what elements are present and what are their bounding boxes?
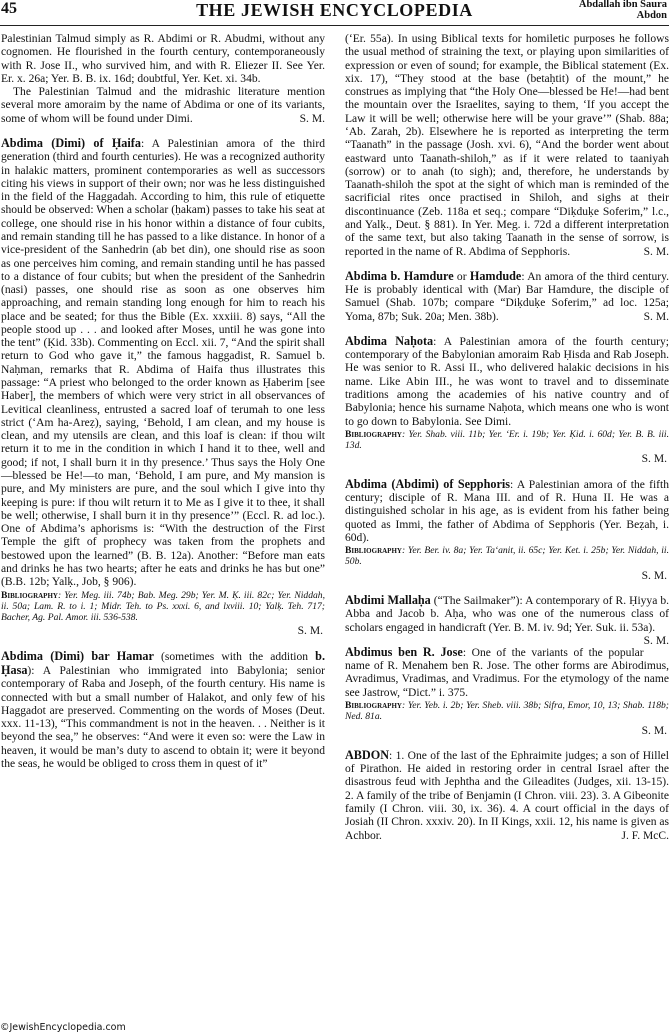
- entry-body: : A Palestinian amora of the third generation (third and fourth centuries). He was a recognized authority in halakic matters, prominent contemporaries as well as successors citing his views in support of their own; nor was he less distinguished in the field of the Haggadah. According to him, this rule of etiquette should be observed: When a scholar (ḥakam) passes to take his seat at college, one should rise in his honor within a distance of four cubits, and remain standing till he has passed to a like distance. In honor of a vice-president of the Sanhedrin (ab bet din), one should rise as soon as one perceives him coming, and remain standing until he has passed to a distance of four cubits; but when the president of the Sanhedrin (nasi) passes, one should rise as soon as one observes him approaching, and remain standing long enough for him to reach his place and be seated; for thus the Bible (Ex. xxxiii. 8) says, “All the people stood up . . . and looked after Moses, until he was gone into the tent” (Ḳid. 33b). Commenting on Eccl. xii. 7, “And the spirit shall return to God who gave it,” the famous haggadist, R. Samuel b. Naḥman, remarks that R. Abdima of Haifa thus illustrates this passage: “A priest who belonged to the order known as Ḥaberim [see Haber], the members of which were very strict in all observances of Levitical cleanliness, entrusted a sacred loaf of terumah to one less strict (‘Am ha-Areẓ), saying, ‘Behold, I am clean, and my house is clean, and my utensils are clean, and this loaf is clean: if thou wilt return it to me in the condition in which I hand it to thee, well and good; if not, I shall burn it in thy presence.’ Thus says the Holy One—blessed be He!—to man, ‘Behold, I am pure, and My mansion is pure, and My ministers are pure, and the soul which I give into thy keeping is pure: if thou wilt return it to Me as I give it to thee, it shall be well; otherwise, I shall burn it in thy presence’” (Eccl. R. ad loc.). One of Abdima’s aphorisms is: “With the destruction of the First Temple the gift of prophecy was taken from the prophets and bestowed upon the learned” (B. B. 12a). Another: “Before man eats and drinks he has two hearts; after he eats and drinks he has but one” (B.B. 12b; Yalḳ., Job, § 906).: [1, 137, 325, 589]
- copyright-footer: ©JewishEncyclopedia.com: [0, 1022, 126, 1033]
- entry-abdima-b-hamdure: [345, 270, 669, 324]
- entry-body: : 1. One of the last of the Ephraimite judges; a son of Hillel of Pirathon. He aided in restoring order in central Israel after the disastrous feud with Jephtha and the Gileadites (Judges, xii. 13-15). 2. A family of the tribe of Benjamin (I Chron. viii. 23). 3. A Gibeonite family (I Chron. viii. 30, ix. 36). 4. A court official in the days of Josiah (II Chron. xxxiv. 20). In II Kings, xxii. 12, his name is given as Achbor.: [345, 749, 669, 842]
- page-title: THE JEWISH ENCYCLOPEDIA: [196, 0, 473, 20]
- entry-abdima-nahota: [345, 335, 669, 429]
- header-rule: [0, 25, 669, 26]
- running-head: [579, 0, 667, 21]
- entry-title-paren: (sometimes with the addition: [153, 650, 316, 663]
- entry-abdimi-mallaha: [345, 593, 669, 647]
- author-signature: S. M.: [643, 310, 669, 323]
- page-number: 45: [1, 0, 17, 17]
- entry-body: : A Palestinian amora of the fourth century; contemporary of the Babylonian amoraim Rab Ḥisda and Rab Joseph. He was senior to R. Assi II., who delivered halakic decisions in his name. Like Abin III., he was wont to travel and to disseminate traditions among the academies of his native country and of Babylonia; hence his surname Naḥota, which means one who is wont to go down to Babylonia. See Dimi.: [345, 335, 669, 428]
- bibliography-text: : Yer. Yeb. i. 2b; Yer. Sheb. viii. 38b; Sifra, Emor, 10, 13; Shab. 118b; Ned. 81a.: [345, 700, 669, 723]
- entry-title: Abdima (Dimi) of Ḥaifa: [1, 135, 141, 150]
- bibliography: [345, 700, 669, 723]
- entry-abdima-of-sepphoris: [345, 478, 669, 545]
- paragraph: [1, 86, 325, 126]
- bibliography-label: Bibliography: [345, 545, 402, 557]
- author-signature: S. M.: [643, 245, 669, 258]
- running-head-first: Abdallah ibn Saura: [578, 0, 667, 10]
- left-column: [1, 33, 325, 771]
- entry-abdimus-ben-r-jose: [345, 646, 669, 700]
- bibliography-label: Bibliography: [345, 428, 402, 440]
- running-head-last: Abdon: [636, 10, 667, 21]
- author-signature: J. F. McC.: [621, 829, 669, 842]
- paragraph-text: The Palestinian Talmud and the midrashic literature mention several more amoraim by the name of Abdima or one of its variants, some of whom will be found under Dimi.: [1, 86, 325, 125]
- author-signature: S. M.: [641, 569, 667, 582]
- entry-body: : One of the variants of the popular name of R. Menahem ben R. Jose. The other forms are Abirodimus, Avradimus, Vradimas, and Vradimus. For the etymology of the name see Jastrow, “Dict.” i. 375.: [345, 646, 669, 699]
- entry-title-alt: Hamdude: [469, 268, 522, 283]
- bibliography: [1, 590, 325, 624]
- entry-abdon: [345, 749, 669, 843]
- paragraph-text: (‘Er. 55a). In using Biblical texts for homiletic purposes he follows the usual method of straining the text, or playing upon similarities of expression or even of sound; for example, the Biblical statement (Ex. xix. 17), “They stood at the base (betaḥtit) of the mount,” he construes as implying that “the Holy One—blessed be He!—had bent the mountain over the Israelites, saying to them, ‘If you accept the Law it will be well; otherwise here will be your grave’” (Shab. 88a; ‘Ab. Zarah, 2b). Elsewhere he is reported as interpreting the term “Taanath” in the passage (Josh. xvi. 6), “And the border went about eastward unto Taanath-shiloh,” as if it were related to taaniyah (sorrow) or to anah (to sigh); and, therefore, he understands by Taanath-shiloh the spot at the sight of which man is reminded of the sacrificial rites once practised in Shiloh, and sighs at their discontinuance (Zeb. 118a et seq.; compare “Diḳduḳe Soferim,” l.c., and Yalḳ., Deut. § 881). In Yer. Meg. i. 72d a different interpretation of the same text, but also taking Taanath in the sense of sorrow, is reported in the name of R. Abdima of Sepphoris.: [345, 33, 669, 258]
- entry-title: Abdima Naḥota: [345, 333, 434, 348]
- entry-body: : A Palestinian amora of the fifth century; disciple of R. Mana III. and of R. Huna II. He was a distinguished scholar in his age, as is evident from his father being quoted as Immi, the father of Abdima of Sepphoris (Yer. Beẓah, i. 60d).: [345, 478, 669, 544]
- entry-body: ): A Palestinian who immigrated into Babylonia; senior contemporary of Raba and Joseph, of the fourth century. His name is connected with but a small number of Halakot, and only few of his Haggadot are preserved. Commenting on the words of Moses (Deut. xxx. 11-13), “This commandment is not in the heaven. . . Neither is it beyond the sea,” he observes: “And were it even so: were the Law in heaven, it would be man’s duty to ascend to obtain it; were it beyond the seas, he would be obliged to cross them in quest of it”: [1, 664, 325, 770]
- page-header: [0, 0, 669, 24]
- author-signature: S. M.: [643, 634, 669, 647]
- entry-abdima-of-haifa: [1, 137, 325, 590]
- entry-title: Abdima (Dimi) bar Hamar: [1, 648, 154, 663]
- bibliography-label: Bibliography: [1, 589, 58, 601]
- bibliography-label: Bibliography: [345, 700, 402, 711]
- continued-paragraph: Palestinian Talmud simply as R. Abdimi or R. Abudmi, without any cognomen. He flourished in the fourth century, contemporaneously with R. Jose II., who survived him, and with R. Eliezer II. See Yer. Er. x. 26a; Yer. B. B. ix. 16d; doubtful, Yer. Ket. xi. 34b.: [1, 33, 325, 85]
- continued-paragraph: [345, 33, 669, 259]
- author-signature: S. M.: [297, 625, 323, 638]
- bibliography-text: : Yer. Meg. iii. 74b; Bab. Meg. 29b; Yer. M. Ḳ. iii. 82c; Yer. Niddah, ii. 50a; Lam. R. to i. 1; Midr. Teh. to Ps. xxxi. 6, and lxviii. 10; Yalḳ. Teh. 717; Bacher, Ag. Pal. Amor. iii. 536-538.: [1, 589, 325, 624]
- author-signature: S. M.: [641, 724, 667, 737]
- entry-body: (“The Sailmaker”): A contemporary of R. Ḥiyya b. Abba and Jacob b. Aḥa, who was one of the numerous class of scholars engaged in handicraft (Yer. B. M. iv. 9d; Yer. Suk. ii. 53a).: [345, 595, 669, 634]
- bibliography-text: : Yer. Shab. viii. 11b; Yer. ‘Er. i. 19b; Yer. Ḳid. i. 60d; Yer. B. B. iii. 13d.: [345, 428, 669, 452]
- bibliography-text: : Yer. Ber. iv. 8a; Yer. Ta‘anit, ii. 65c; Yer. Ket. i. 25b; Yer. Niddah, ii. 50b.: [345, 545, 669, 568]
- entry-body: : An amora of the third century. He is probably identical with (Mar) Bar Hamdure, the disciple of Samuel (Shab. 107b; compare “Diḳduḳe Soferim,” ad loc. 125a; Yoma, 87b; Suk. 20a; Men. 38b).: [345, 270, 669, 323]
- entry-title-alt: b. Ḥasa: [1, 648, 325, 677]
- bibliography: [345, 545, 669, 568]
- bibliography: [345, 429, 669, 452]
- author-signature: S. M.: [641, 453, 667, 466]
- entry-title: Abdima b. Hamdure: [345, 268, 454, 283]
- entry-title: Abdimus ben R. Jose: [345, 644, 463, 659]
- author-signature: S. M.: [299, 112, 325, 125]
- entry-title: Abdima (Abdimi) of Sepphoris: [345, 476, 510, 491]
- entry-abdima-bar-hamar: [1, 650, 325, 772]
- entry-title-or: or: [453, 270, 470, 283]
- entry-title: Abdimi Mallaḥa: [345, 593, 431, 608]
- right-column: [345, 33, 669, 843]
- entry-title: ABDON: [345, 747, 390, 762]
